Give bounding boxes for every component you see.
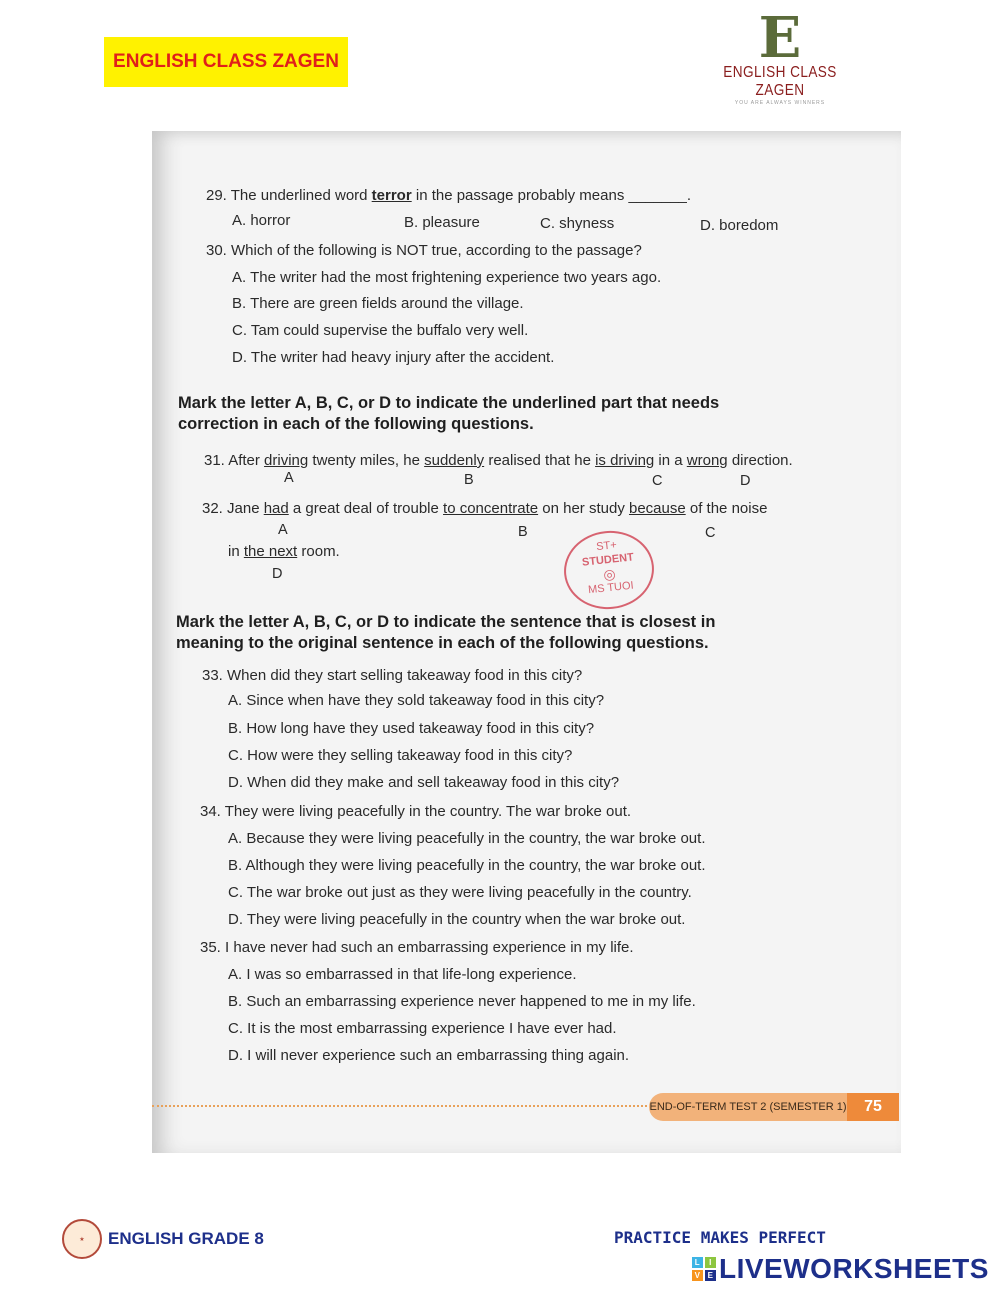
option-29a: A. horror <box>232 212 291 229</box>
option-35d: D. I will never experience such an embarrassing thing again. <box>228 1047 630 1064</box>
question-31: 31. After driving twenty miles, he suddenly realised that he is driving in a wrong direction. <box>204 452 793 469</box>
liveworksheets-logo-icon <box>692 1257 716 1281</box>
logo-cell: E <box>705 1270 716 1281</box>
question-30: 30. Which of the following is NOT true, according to the passage? <box>206 242 642 259</box>
liveworksheets-brand[interactable] <box>692 1253 989 1285</box>
motto: PRACTICE MAKES PERFECT <box>614 1228 826 1247</box>
q32-label-a: A <box>278 522 288 538</box>
option-34b: B. Although they were living peacefully in the country, the war broke out. <box>228 857 706 874</box>
stamp-emblem-icon: ◎ <box>602 565 617 583</box>
worksheet-page <box>152 131 901 1153</box>
option-34c: C. The war broke out just as they were living peacefully in the country. <box>228 884 692 901</box>
option-33d: D. When did they make and sell takeaway food in this city? <box>228 774 620 791</box>
school-logo-icon: ★ <box>62 1219 102 1259</box>
logo-cell: L <box>692 1257 703 1268</box>
question-32: 32. Jane had a great deal of trouble to concentrate on her study because of the noise <box>202 500 768 517</box>
footer-dotted-line <box>152 1105 647 1107</box>
section-heading-correction: Mark the letter A, B, C, or D to indicate the underlined part that needs correction in each of the following questions. <box>178 394 720 433</box>
logo-name: ENGLISH CLASS ZAGEN <box>723 64 837 99</box>
option-29b: B. pleasure <box>404 214 480 231</box>
logo-cell: I <box>705 1257 716 1268</box>
logo-letter: E <box>758 5 802 71</box>
question-32-line2: in the next room. <box>228 543 340 560</box>
q32-label-d: D <box>272 566 283 582</box>
option-30a: A. The writer had the most frightening experience two years ago. <box>232 269 662 286</box>
option-35c: C. It is the most embarrassing experience I have ever had. <box>228 1020 617 1037</box>
q31-label-c: C <box>652 473 663 489</box>
q31-label-b: B <box>464 472 474 488</box>
option-29d: D. boredom <box>700 217 779 234</box>
logo-cell: V <box>692 1270 703 1281</box>
school-stamp: ST+ STUDENT ◎ MS TUOI <box>560 527 658 614</box>
question-33: 33. When did they start selling takeaway food in this city? <box>202 667 583 684</box>
option-30b: B. There are green fields around the village. <box>232 295 524 312</box>
grade-label: ENGLISH GRADE 8 <box>108 1229 264 1248</box>
option-30d: D. The writer had heavy injury after the accident. <box>232 349 555 366</box>
option-35a: A. I was so embarrassed in that life-long experience. <box>228 966 577 983</box>
question-29: 29. The underlined word terror in the passage probably means _______. <box>206 187 692 204</box>
class-label: ENGLISH CLASS ZAGEN <box>104 37 348 87</box>
option-35b: B. Such an embarrassing experience never happened to me in my life. <box>228 993 696 1010</box>
q31-label-d: D <box>740 473 751 489</box>
brand-text: LIVEWORKSHEETS <box>719 1253 989 1284</box>
option-34a: A. Because they were living peacefully in the country, the war broke out. <box>228 830 706 847</box>
option-30c: C. Tam could supervise the buffalo very well. <box>232 322 529 339</box>
underlined-word: terror <box>371 187 412 204</box>
section-heading-meaning: Mark the letter A, B, C, or D to indicate the sentence that is closest in meaning to the original sentence in each of the following questions. <box>176 613 716 652</box>
q32-label-b: B <box>518 524 528 540</box>
page-number: 75 <box>847 1093 899 1121</box>
test-label: END-OF-TERM TEST 2 (SEMESTER 1) <box>649 1093 847 1121</box>
q32-label-c: C <box>705 525 716 541</box>
option-34d: D. They were living peacefully in the country when the war broke out. <box>228 911 686 928</box>
question-35: 35. I have never had such an embarrassing experience in my life. <box>200 939 634 956</box>
grade-footer <box>62 1219 264 1259</box>
option-33a: A. Since when have they sold takeaway food in this city? <box>228 692 605 709</box>
logo-tagline: YOU ARE ALWAYS WINNERS <box>734 100 826 106</box>
option-29c: C. shyness <box>540 215 615 232</box>
option-33c: C. How were they selling takeaway food in this city? <box>228 747 573 764</box>
q31-label-a: A <box>284 470 294 486</box>
question-34: 34. They were living peacefully in the country. The war broke out. <box>200 803 632 820</box>
class-logo <box>695 5 865 106</box>
option-33b: B. How long have they used takeaway food in this city? <box>228 720 595 737</box>
